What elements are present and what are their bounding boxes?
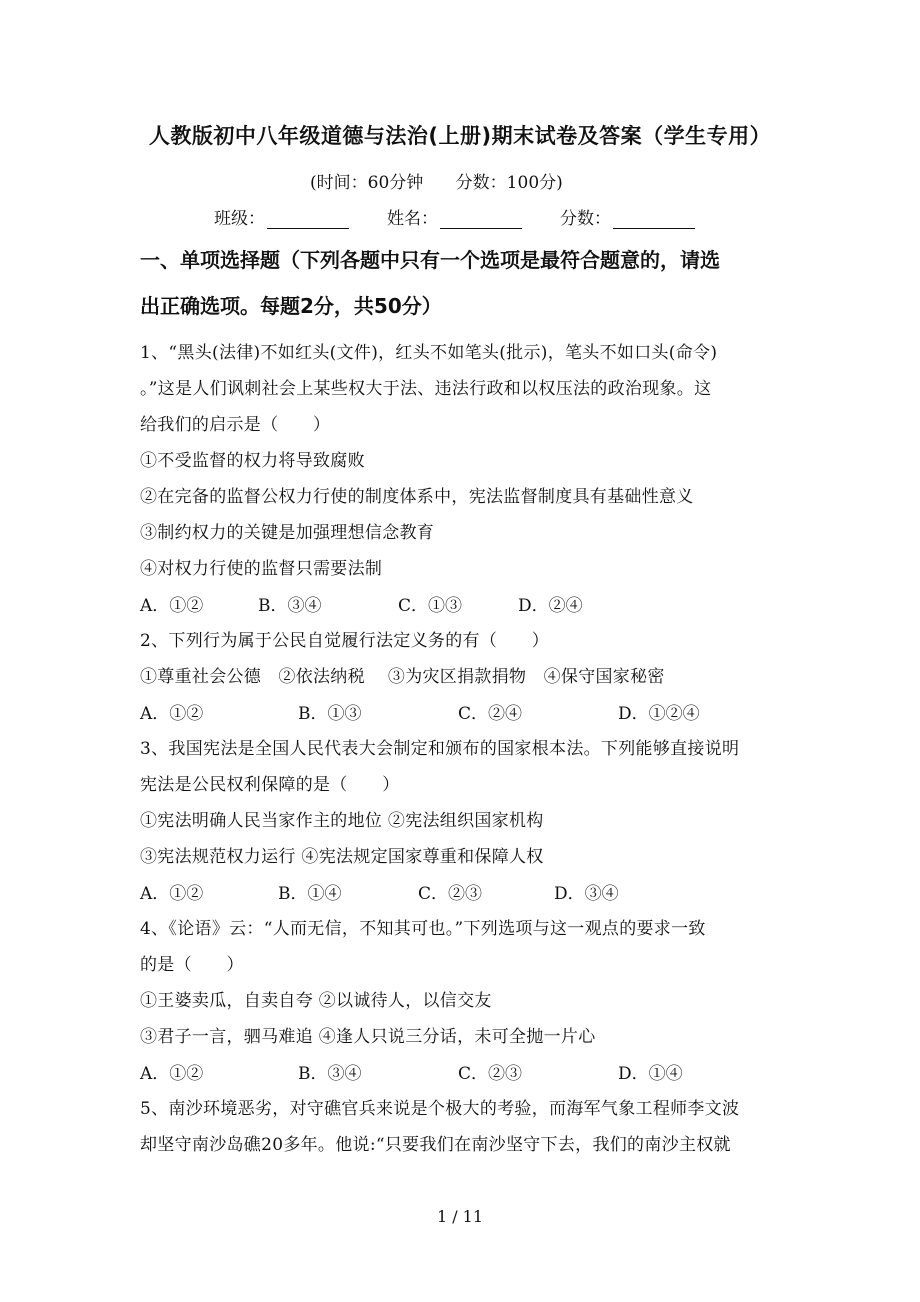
q3-line-2: 宪法是公民权利保障的是（ ） (140, 775, 400, 795)
score-label: 分数： (560, 209, 611, 229)
q2-option-d: D．①②④ (618, 704, 700, 724)
name-field (387, 204, 522, 229)
student-info-row (214, 204, 733, 229)
class-label: 班级： (214, 209, 265, 229)
q3-line-3: ①宪法明确人民当家作主的地位 ②宪法组织国家机构 (140, 811, 544, 831)
q1-option-c: C．①③ (398, 596, 463, 616)
q5-line-2: 却坚守南沙岛礁20多年。他说:“只要我们在南沙坚守下去，我们的南沙主权就 (140, 1135, 731, 1155)
q2-option-b: B．①③ (298, 704, 362, 724)
q3-option-c: C．②③ (418, 884, 483, 904)
exam-title: 人教版初中八年级道德与法治(上册)期末试卷及答案（学生专用） (148, 124, 772, 148)
q4-line-3: ①王婆卖瓜，自卖自夸 ②以诚待人，以信交友 (140, 991, 492, 1011)
q1-option-b: B．③④ (258, 596, 322, 616)
q4-options (140, 1059, 780, 1083)
q4-option-b: B．③④ (298, 1064, 362, 1084)
q3-option-b: B．①④ (278, 884, 342, 904)
section-heading-line1: 一、单项选择题（下列各题中只有一个选项是最符合题意的，请选 (140, 248, 720, 272)
q3-option-d: D．③④ (554, 884, 619, 904)
name-label: 姓名： (387, 209, 438, 229)
q1-line-5: ②在完备的监督公权力行使的制度体系中，宪法监督制度具有基础性意义 (140, 487, 694, 507)
score-blank (613, 212, 695, 229)
q4-option-a: A．①② (140, 1064, 204, 1084)
page-number: 1 / 11 (436, 1207, 484, 1226)
q3-line-1: 3、我国宪法是全国人民代表大会制定和颁布的国家根本法。下列能够直接说明 (140, 739, 740, 759)
q1-option-d: D．②④ (518, 596, 583, 616)
score-field (560, 204, 695, 229)
q2-option-c: C．②④ (458, 704, 523, 724)
section-heading-line2: 出正确选项。每题2分，共50分） (140, 294, 442, 318)
q2-option-a: A．①② (140, 704, 204, 724)
q1-options (140, 591, 780, 615)
q4-line-2: 的是（ ） (140, 955, 244, 975)
q1-line-6: ③制约权力的关键是加强理想信念教育 (140, 523, 435, 543)
q5-line-1: 5、南沙环境恶劣，对守礁官兵来说是个极大的考验，而海军气象工程师李文波 (140, 1099, 740, 1119)
q2-line-2: ①尊重社会公德 ②依法纳税 ③为灾区捐款捐物 ④保守国家秘密 (140, 667, 665, 687)
q1-line-2: 。”这是人们讽刺社会上某些权大于法、违法行政和以权压法的政治现象。这 (140, 379, 712, 399)
q1-line-3: 给我们的启示是（ ） (140, 415, 331, 435)
q2-options (140, 699, 780, 723)
q1-option-a: A．①② (140, 596, 204, 616)
q3-options (140, 879, 780, 903)
q4-line-4: ③君子一言，驷马难追 ④逢人只说三分话，未可全抛一片心 (140, 1027, 596, 1047)
q1-line-4: ①不受监督的权力将导致腐败 (140, 451, 365, 471)
q1-line-1: 1、“黑头(法律)不如红头(文件)，红头不如笔头(批示)，笔头不如口头(命令) (140, 343, 718, 363)
q3-option-a: A．①② (140, 884, 204, 904)
class-blank (267, 212, 349, 229)
class-field (214, 204, 349, 229)
q4-line-1: 4、《论语》云：“人而无信，不知其可也。”下列选项与这一观点的要求一致 (140, 919, 706, 939)
name-blank (440, 212, 522, 229)
exam-meta: (时间：60分钟 分数：100分) (310, 173, 563, 193)
q4-option-c: C．②③ (458, 1064, 523, 1084)
q4-option-d: D．①④ (618, 1064, 683, 1084)
q1-line-7: ④对权力行使的监督只需要法制 (140, 559, 383, 579)
q3-line-4: ③宪法规范权力运行 ④宪法规定国家尊重和保障人权 (140, 847, 544, 867)
q2-line-1: 2、下列行为属于公民自觉履行法定义务的有（ ） (140, 631, 550, 651)
